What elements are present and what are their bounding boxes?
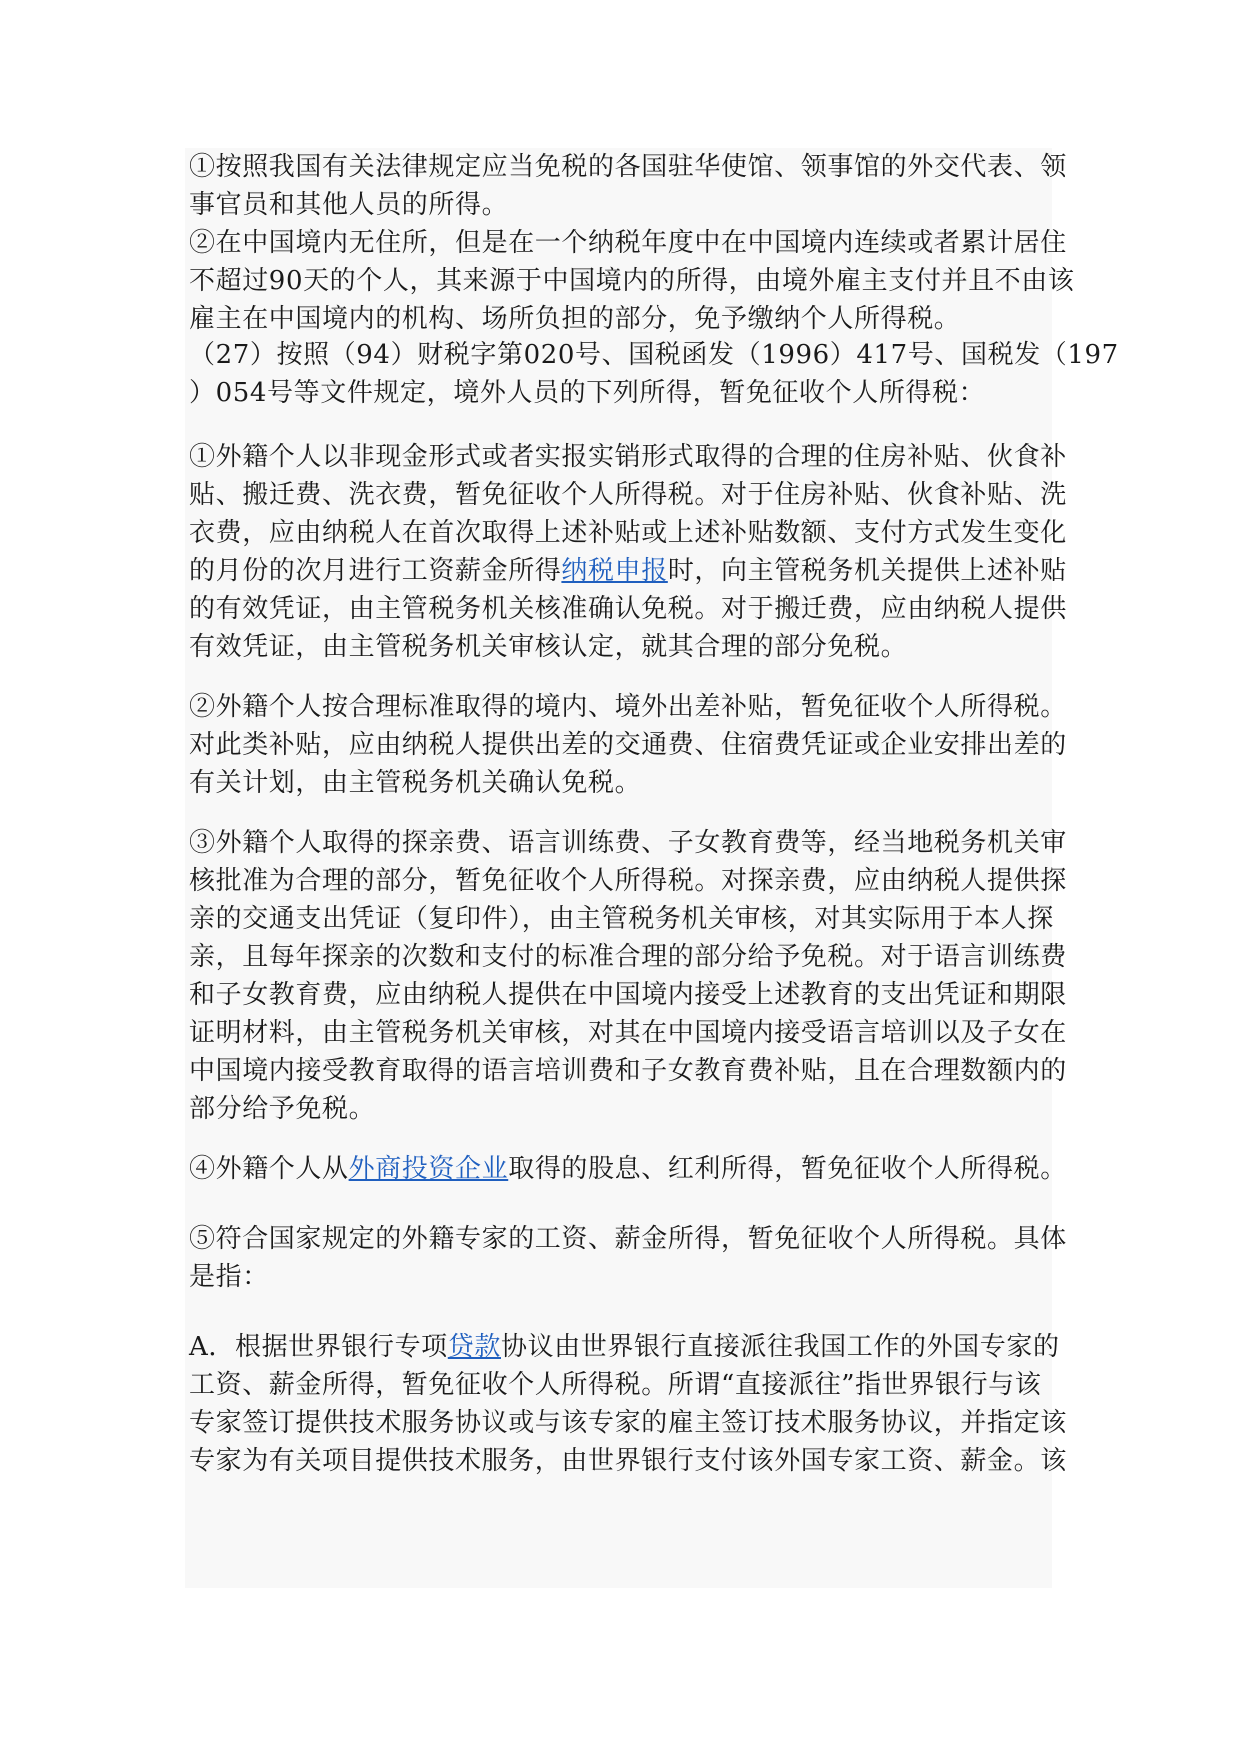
text-line: 有关计划，由主管税务机关确认免税。 <box>189 768 642 798</box>
text-line: 是指： <box>189 1262 269 1292</box>
text-line: 专家签订提供技术服务协议或与该专家的雇主签订技术服务协议，并指定该 <box>189 1408 1067 1438</box>
paragraph-housing-allowance <box>189 438 1067 666</box>
text-line: 工资、薪金所得，暂免征收个人所得税。所谓“直接派往”指世界银行与该 <box>189 1370 1042 1400</box>
text-segment: 的月份的次月进行工资薪金所得 <box>189 556 562 586</box>
text-line: 中国境内接受教育取得的语言培训费和子女教育费补贴，且在合理数额内的 <box>189 1056 1067 1086</box>
paragraph-home-leave-education <box>189 824 1067 1128</box>
text-line <box>189 552 1067 590</box>
text-segment: 取得的股息、红利所得，暂免征收个人所得税。 <box>508 1154 1067 1184</box>
link-tax-declaration[interactable]: 纳税申报 <box>561 556 668 586</box>
text-line: 核批准为合理的部分，暂免征收个人所得税。对探亲费，应由纳税人提供探 <box>189 866 1067 896</box>
text-line: ③外籍个人取得的探亲费、语言训练费、子女教育费等，经当地税务机关审 <box>189 828 1067 858</box>
text-line: 的有效凭证，由主管税务机关核准确认免税。对于搬迁费，应由纳税人提供 <box>189 594 1067 624</box>
text-line: 和子女教育费，应由纳税人提供在中国境内接受上述教育的支出凭证和期限 <box>189 980 1067 1010</box>
text-line: 专家为有关项目提供技术服务，由世界银行支付该外国专家工资、薪金。该 <box>189 1446 1067 1476</box>
text-segment: 时，向主管税务机关提供上述补贴 <box>667 556 1067 586</box>
paragraph-travel-allowance <box>189 688 1067 802</box>
text-line: 有效凭证，由主管税务机关审核认定，就其合理的部分免税。 <box>189 632 908 662</box>
paragraph-foreign-experts <box>189 1220 1067 1296</box>
text-line: ①外籍个人以非现金形式或者实报实销形式取得的合理的住房补贴、伙食补 <box>189 442 1067 472</box>
text-line: 部分给予免税。 <box>189 1094 376 1124</box>
text-line: ①按照我国有关法律规定应当免税的各国驻华使馆、领事馆的外交代表、领 <box>189 152 1067 182</box>
text-line <box>189 1328 1067 1366</box>
text-line: 雇主在中国境内的机构、场所负担的部分，免予缴纳个人所得税。 <box>189 304 961 334</box>
text-line <box>189 1150 1067 1188</box>
paragraph-world-bank-experts <box>189 1328 1067 1480</box>
text-line: ②外籍个人按合理标准取得的境内、境外出差补贴，暂免征收个人所得税。 <box>189 692 1067 722</box>
text-segment: A．根据世界银行专项 <box>189 1332 448 1362</box>
text-segment: ④外籍个人从 <box>189 1154 349 1184</box>
text-line: 不超过90天的个人，其来源于中国境内的所得，由境外雇主支付并且不由该 <box>189 266 1075 296</box>
text-line: ⑤符合国家规定的外籍专家的工资、薪金所得，暂免征收个人所得税。具体 <box>189 1224 1067 1254</box>
text-line: ）054号等文件规定，境外人员的下列所得，暂免征收个人所得税： <box>189 378 986 408</box>
text-line: 衣费，应由纳税人在首次取得上述补贴或上述补贴数额、支付方式发生变化 <box>189 518 1067 548</box>
text-line: ②在中国境内无住所，但是在一个纳税年度中在中国境内连续或者累计居住 <box>189 228 1067 258</box>
paragraph-dividends <box>189 1150 1067 1188</box>
paragraph-item-27 <box>189 336 1119 412</box>
text-line: 贴、搬迁费、洗衣费，暂免征收个人所得税。对于住房补贴、伙食补贴、洗 <box>189 480 1067 510</box>
text-line: （27）按照（94）财税字第020号、国税函发（1996）417号、国税发（197 <box>189 340 1119 370</box>
document-content <box>185 148 1119 1588</box>
link-foreign-invested-enterprise[interactable]: 外商投资企业 <box>348 1154 509 1184</box>
text-line: 事官员和其他人员的所得。 <box>189 190 509 220</box>
paragraph-diplomat-exemption <box>189 148 1067 224</box>
text-line: 亲，且每年探亲的次数和支付的标准合理的部分给予免税。对于语言训练费 <box>189 942 1067 972</box>
text-line: 对此类补贴，应由纳税人提供出差的交通费、住宿费凭证或企业安排出差的 <box>189 730 1067 760</box>
link-loan[interactable]: 贷款 <box>447 1332 501 1362</box>
paragraph-nonresident-90-days <box>189 224 1075 338</box>
text-line: 证明材料，由主管税务机关审核，对其在中国境内接受语言培训以及子女在 <box>189 1018 1067 1048</box>
text-line: 亲的交通支出凭证（复印件），由主管税务机关审核，对其实际用于本人探 <box>189 904 1054 934</box>
text-segment: 协议由世界银行直接派往我国工作的外国专家的 <box>500 1332 1060 1362</box>
